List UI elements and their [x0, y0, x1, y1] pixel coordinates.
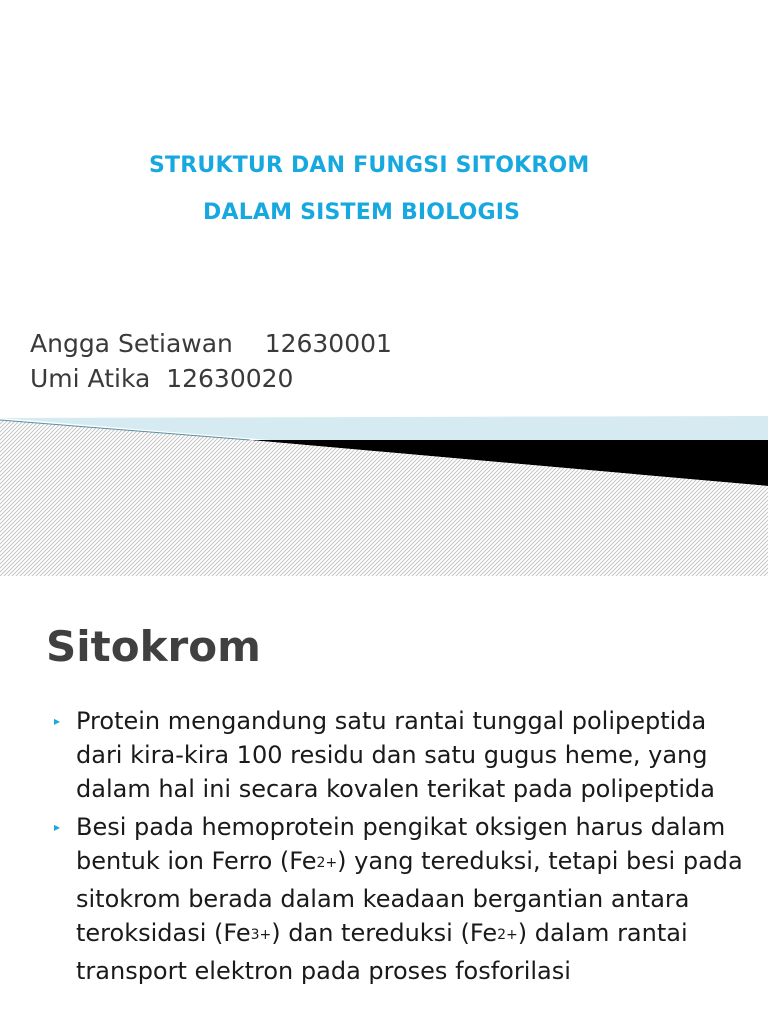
triangle-bullet-icon: ▸ [54, 714, 61, 728]
title-line-1: STRUKTUR DAN FUNGSI SITOKROM [149, 153, 590, 178]
bullet-text: ) dalam rantai transport elektron pada proses fosforilasi [76, 919, 688, 985]
bullet-text: ) yang tereduksi, tetapi besi pada sitokrom berada dalam keadaan bergantian antara teroksidasi (Fe [76, 847, 743, 947]
bullet-item [54, 810, 754, 988]
charge-superscript: 2+ [316, 855, 338, 871]
bullet-list [54, 704, 754, 992]
bullet-text: Protein mengandung satu rantai tunggal polipeptida dari kira-kira 100 residu dan satu gugus heme, yang dalam hal ini secara kovalen terikat pada polipeptida [76, 707, 715, 803]
author-row [30, 326, 392, 361]
charge-superscript: 3+ [250, 927, 272, 943]
title-line-2: DALAM SISTEM BIOLOGIS [203, 200, 521, 225]
author-name: Angga Setiawan [30, 329, 233, 358]
author-row [30, 361, 392, 396]
content-slide [0, 576, 768, 1024]
slide-heading: Sitokrom [46, 622, 261, 671]
bullet-text: Besi pada hemoprotein pengikat oksigen harus dalam bentuk ion Ferro (Fe [76, 813, 726, 875]
triangle-bullet-icon: ▸ [54, 820, 61, 834]
charge-superscript: 2+ [497, 927, 518, 943]
author-nim: 12630020 [166, 364, 294, 393]
author-nim: 12630001 [264, 329, 392, 358]
author-name: Umi Atika [30, 364, 151, 393]
author-list [30, 326, 392, 396]
bullet-text: ) dan tereduksi (Fe [271, 919, 498, 947]
bullet-item [54, 704, 754, 806]
